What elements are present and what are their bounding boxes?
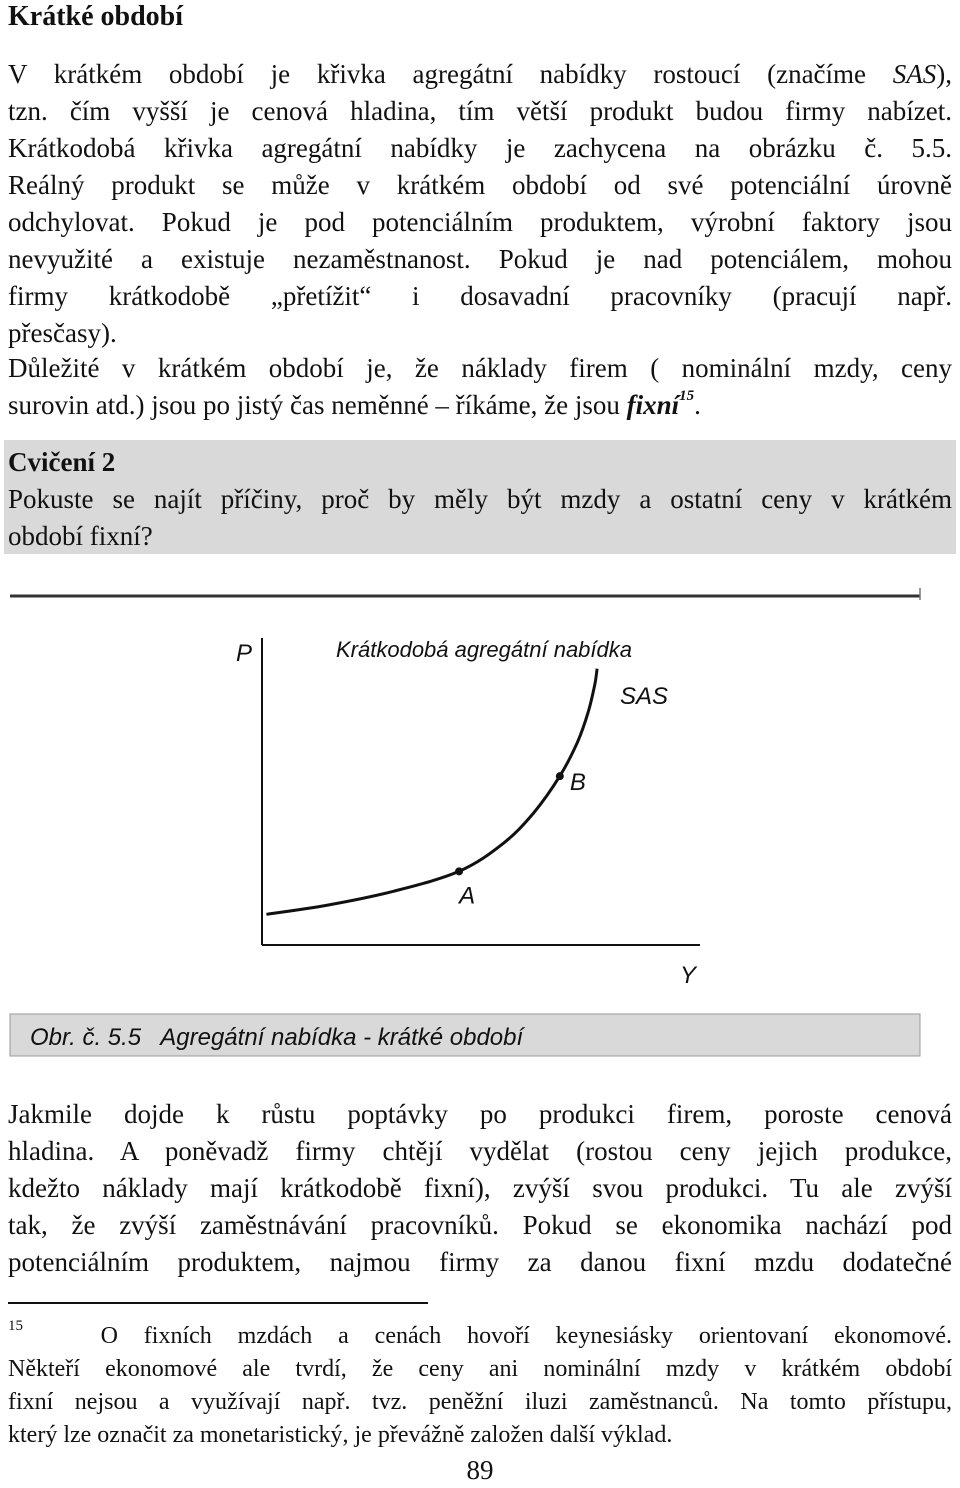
footnote-line: $^{15}$ O fixních mzdách a cenách hovoří keynesiásky orientovaní ekonomové. [8,1318,953,1349]
sas-chart [0,580,960,1060]
fixed-term: fixní [626,390,680,420]
point-b-label: B [569,769,586,797]
paragraph-line: odchylovat. Pokud je pod potenciálním produktem, výrobní faktory jsou [8,207,952,237]
chart-title: Krátkodobá agregátní nabídka [336,637,633,662]
footnote-number: 15 [8,1318,23,1334]
section-heading: Krátké období [8,1,184,32]
footnote-line: Někteří ekonomové ale tvrdí, že ceny ani nominální mzdy v krátkém období [8,1356,952,1382]
paragraph-line: tzn. čím vyšší je cenová hladina, tím větší produkt budou firmy nabízet. [8,96,952,126]
point-a-marker [455,867,463,875]
point-b-marker [556,772,564,780]
footnote-line: fixní nejsou a využívají např. tvz. peněžní iluzi zaměstnanců. Na tomto přístupu, [8,1389,952,1415]
paragraph-line: potenciálním produktem, najmou firmy za danou fixní mzdu dodatečné [8,1247,952,1277]
figure-caption: Obr. č. 5.5 Agregátní nabídka - krátké období [30,1024,524,1051]
exercise-title: Cvičení 2 [8,447,116,477]
exercise-text: Pokuste se najít příčiny, proč by měly být mzdy a ostatní ceny v krátkém [8,484,952,514]
footnote-rule [8,1302,428,1304]
paragraph-line: Reálný produkt se může v krátkém období od své potenciální úrovně [8,170,952,200]
paragraph-line: nevyužité a existuje nezaměstnanost. Pokud je nad potenciálem, mohou [8,244,952,274]
exercise-text: období fixní? [8,521,153,551]
point-a-label: A [459,882,476,910]
paragraph-line: kdežto náklady mají krátkodobě fixní), zvýší svou produkci. Tu ale zvýší [8,1173,952,1203]
series-label: SAS [620,683,669,710]
footnote-ref: 15 [679,388,695,404]
paragraph-line: přesčasy). [8,318,117,348]
paragraph-line: hladina. A poněvadž firmy chtějí vydělat (rostou ceny jejich produkce, [8,1136,952,1166]
page-number: 89 [466,1455,494,1485]
figure [0,580,960,1060]
paragraph-line: tak, že zvýší zaměstnávání pracovníků. Pokud se ekonomika nachází pod [8,1210,952,1240]
sas-curve [266,669,597,915]
paragraph-line: Jakmile dojde k růstu poptávky po produkci firem, poroste cenová [8,1099,952,1129]
paragraph-line: Důležité v krátkém období je, že náklady firem ( nominální mzdy, ceny [8,353,952,383]
paragraph-line: surovin atd.) jsou po jistý čas neměnné – říkáme, že jsou fixní$^{15}$. [8,388,701,420]
paragraph-line: firmy krátkodobě „přetížit“ i dosavadní pracovníky (pracují např. [8,281,952,311]
footnote-line: který lze označit za monetaristický, je převážně založen další výklad. [8,1422,673,1448]
x-axis-label: Y [680,962,697,989]
paragraph-line: V krátkém období je křivka agregátní nabídky rostoucí (značíme SAS), [8,59,952,89]
paragraph-line: Krátkodobá křivka agregátní nabídky je zachycena na obrázku č. 5.5. [8,133,952,163]
y-axis-label: P [236,640,253,667]
